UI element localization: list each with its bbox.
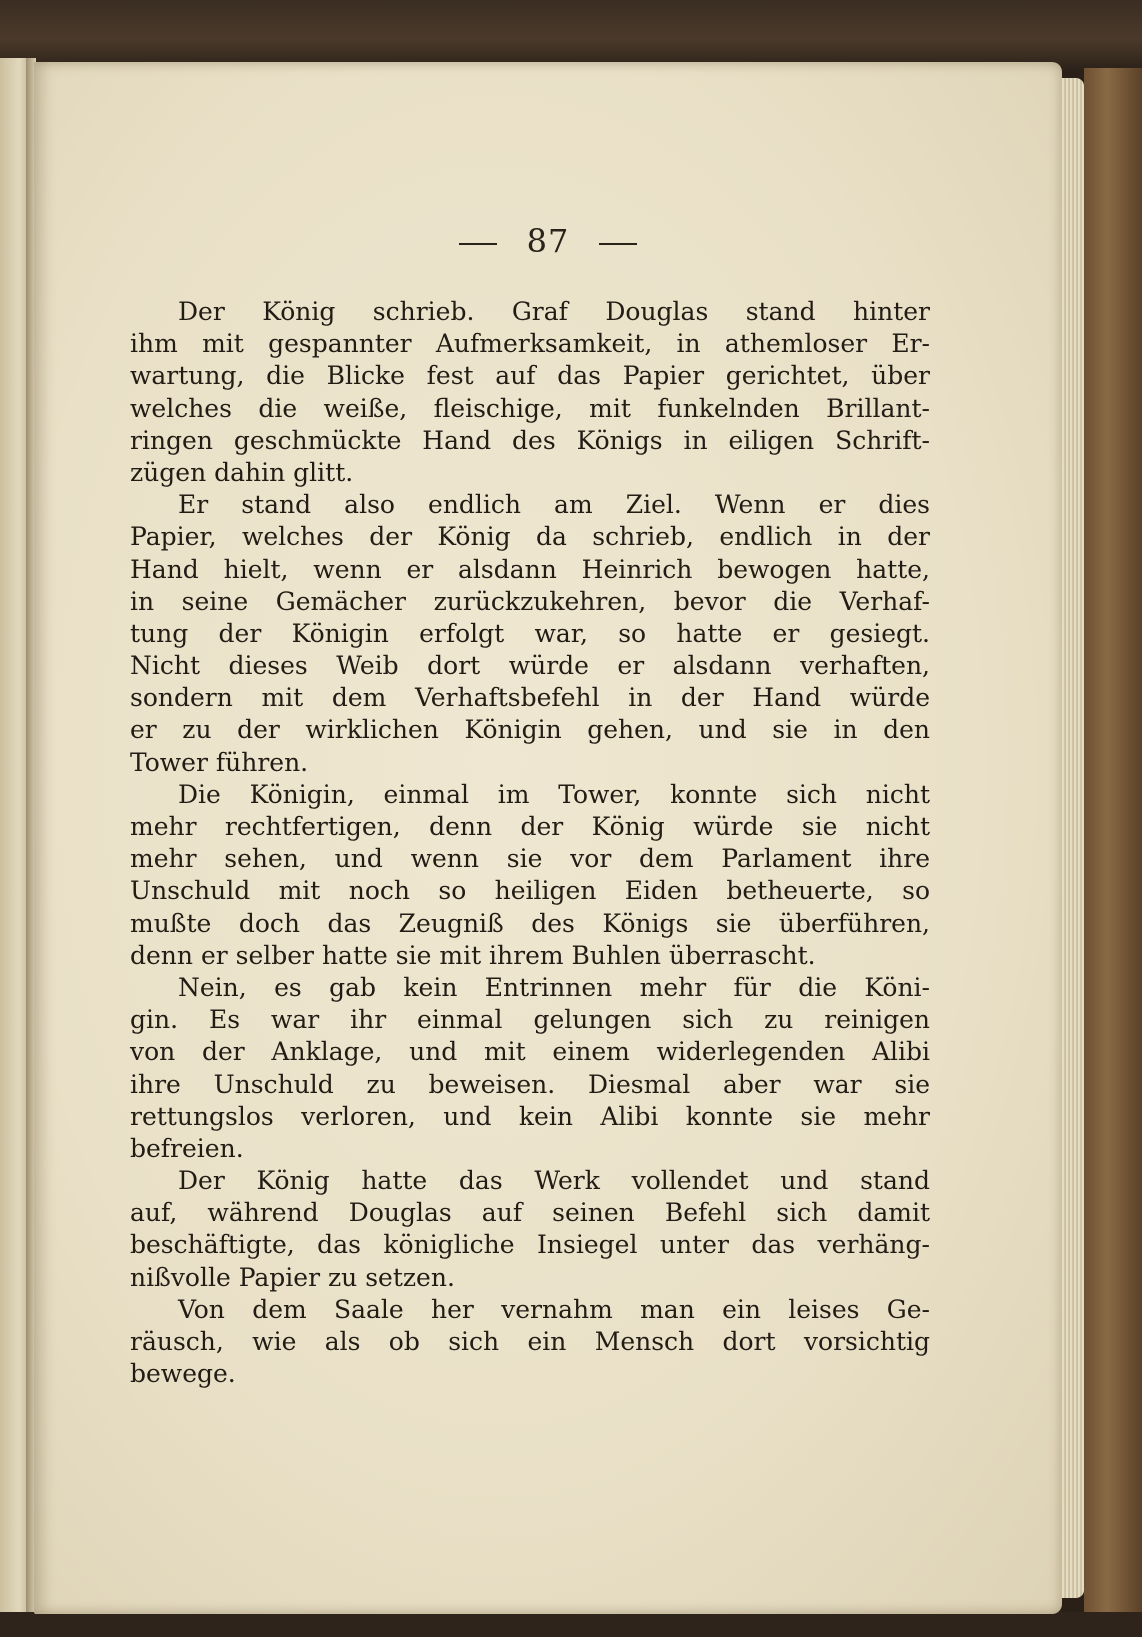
book-page — [34, 62, 1062, 1614]
text-line: in seine Gemächer zurückzukehren, bevor die Verhaf- — [130, 586, 930, 616]
text-line: Der König hatte das Werk vollendet und stand — [178, 1166, 930, 1196]
text-line: denn er selber hatte sie mit ihrem Buhlen überrascht. — [130, 940, 816, 970]
text-line: Hand hielt, wenn er alsdann Heinrich bewogen hatte, — [130, 554, 930, 584]
text-line: mußte doch das Zeugniß des Königs sie überführen, — [130, 908, 930, 938]
text-line: Er stand also endlich am Ziel. Wenn er dies — [178, 490, 930, 520]
header-dash-left — [459, 243, 497, 245]
paragraph — [130, 779, 930, 972]
text-line: beschäftigte, das königliche Insiegel unter das verhäng- — [130, 1230, 930, 1260]
page-number-header — [34, 222, 1062, 260]
paragraph — [130, 296, 930, 489]
text-line: bewege. — [130, 1359, 236, 1389]
paragraph — [130, 1294, 930, 1391]
paragraph — [130, 1165, 930, 1294]
paragraph — [130, 489, 930, 779]
text-line: mehr sehen, und wenn sie vor dem Parlament ihre — [130, 844, 930, 874]
text-line: auf, während Douglas auf seinen Befehl sich damit — [130, 1198, 930, 1228]
text-line: Die Königin, einmal im Tower, konnte sich nicht — [178, 779, 930, 809]
text-line: tung der Königin erfolgt war, so hatte er gesiegt. — [130, 618, 930, 648]
paragraph — [130, 972, 930, 1165]
text-line: ringen geschmückte Hand des Königs in eiligen Schrift- — [130, 425, 930, 455]
text-line: ihm mit gespannter Aufmerksamkeit, in athemloser Er- — [130, 329, 930, 359]
text-line: gin. Es war ihr einmal gelungen sich zu reinigen — [130, 1005, 930, 1035]
text-line: Papier, welches der König da schrieb, endlich in der — [130, 522, 930, 552]
text-line: welches die weiße, fleischige, mit funkelnden Brillant- — [130, 393, 930, 423]
text-line: Der König schrieb. Graf Douglas stand hinter — [178, 297, 930, 326]
text-line: nißvolle Papier zu setzen. — [130, 1262, 455, 1292]
header-dash-right — [599, 243, 637, 245]
book-cover-bottom — [0, 1612, 1142, 1637]
text-line: wartung, die Blicke fest auf das Papier gerichtet, über — [130, 361, 930, 391]
text-line: ihre Unschuld zu beweisen. Diesmal aber war sie — [130, 1069, 930, 1099]
text-line: räusch, wie als ob sich ein Mensch dort vorsichtig — [130, 1327, 930, 1356]
text-line: Unschuld mit noch so heiligen Eiden betheuerte, so — [130, 876, 930, 906]
text-line: von der Anklage, und mit einem widerlegenden Alibi — [130, 1037, 930, 1067]
book-cover-right — [1084, 68, 1142, 1637]
text-line: zügen dahin glitt. — [130, 457, 354, 487]
text-line: Von dem Saale her vernahm man ein leises Ge- — [178, 1294, 930, 1324]
body-text — [130, 296, 930, 1390]
text-line: sondern mit dem Verhaftsbefehl in der Hand würde — [130, 683, 930, 713]
text-line: Nicht dieses Weib dort würde er alsdann verhaften, — [130, 651, 930, 681]
book-cover-top — [0, 0, 1142, 70]
text-line: Tower führen. — [130, 747, 309, 777]
text-line: Nein, es gab kein Entrinnen mehr für die Köni- — [178, 972, 930, 1002]
text-line: befreien. — [130, 1133, 244, 1163]
text-line: er zu der wirklichen Königin gehen, und sie in den — [130, 715, 930, 745]
text-line: mehr rechtfertigen, denn der König würde sie nicht — [130, 812, 930, 841]
text-line: rettungslos verloren, und kein Alibi konnte sie mehr — [130, 1101, 930, 1131]
page-number: 87 — [526, 222, 570, 260]
